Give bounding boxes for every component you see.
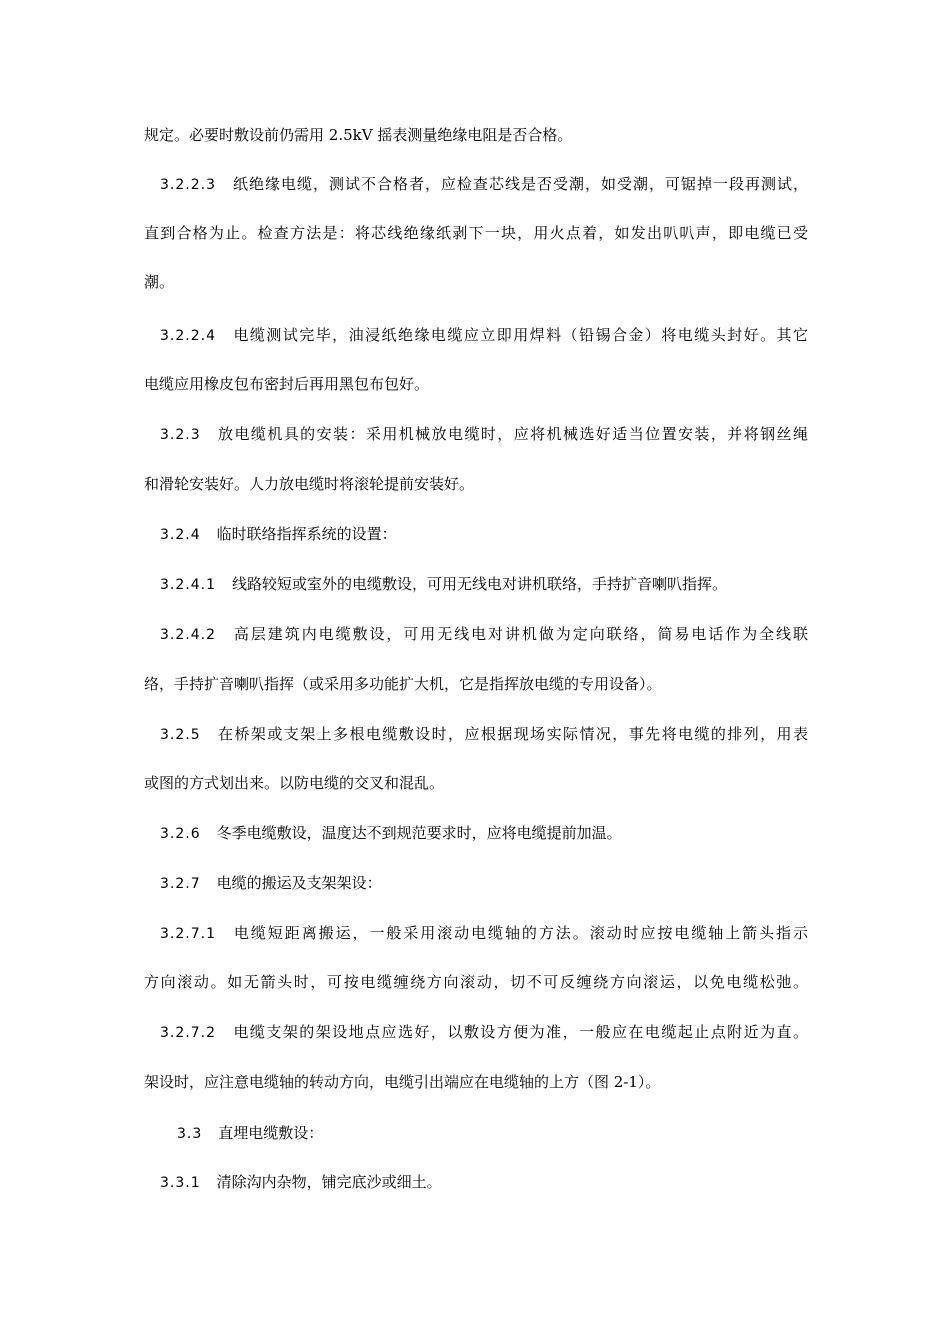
- section-number: 3.2.2.3: [160, 177, 216, 193]
- paragraph-line: [160, 572, 808, 596]
- paragraph-line: [160, 821, 808, 845]
- paragraph-line: [160, 921, 808, 945]
- line-text: 方向滚动。如无箭头时，可按电缆缠绕方向滚动，切不可反缠绕方向滚运，以免电缆松弛。: [144, 973, 808, 991]
- section-number: 3.2.4.2: [160, 627, 216, 643]
- line-text: 规定。必要时敷设前仍需用 2.5kV 摇表测量绝缘电阻是否合格。: [144, 126, 573, 144]
- section-number: 3.3: [177, 1126, 203, 1142]
- paragraph-line: [160, 722, 808, 746]
- paragraph-line: [144, 970, 808, 994]
- heading-text: 直埋电缆敷设：: [218, 1124, 324, 1142]
- line-text: 纸绝缘电缆，测试不合格者，应检查芯线是否受潮，如受潮，可锯掉一段再测试，: [231, 175, 808, 193]
- section-number: 3.2.3: [160, 427, 201, 443]
- paragraph-line: [144, 270, 808, 294]
- paragraph-line: [144, 372, 808, 396]
- paragraph-line: [160, 871, 808, 895]
- paragraph-line: [160, 522, 808, 546]
- line-text: 放电缆机具的安装：采用机械放电缆时，应将机械选好适当位置安装，并将钢丝绳: [216, 425, 808, 443]
- section-number: 3.2.2.4: [160, 328, 216, 344]
- section-number: 3.2.4.1: [160, 577, 216, 593]
- line-text: 高层建筑内电缆敷设，可用无线电对讲机做为定向联络，简易电话作为全线联: [231, 625, 808, 643]
- section-number: 3.3.1: [160, 1175, 201, 1191]
- line-text: 线路较短或室外的电缆敷设，可用无线电对讲机联络，手持扩音喇叭指挥。: [231, 575, 727, 593]
- line-text: 架设时，应注意电缆轴的转动方向，电缆引出端应在电缆轴的上方（图 2-1）。: [144, 1073, 661, 1091]
- line-text: 临时联络指挥系统的设置：: [216, 525, 397, 543]
- paragraph-line: [160, 1170, 808, 1194]
- line-text: 电缆应用橡皮包布密封后再用黑包布包好。: [144, 375, 430, 393]
- line-text: 络，手持扩音喇叭指挥（或采用多功能扩大机，它是指挥放电缆的专用设备）。: [144, 675, 662, 693]
- line-text: 或图的方式划出来。以防电缆的交叉和混乱。: [144, 774, 445, 792]
- section-number: 3.2.7.1: [160, 926, 216, 942]
- paragraph-line: [144, 123, 808, 147]
- line-text: 和滑轮安装好。人力放电缆时将滚轮提前安装好。: [144, 475, 475, 493]
- paragraph-line: [160, 172, 808, 196]
- line-text: 电缆短距离搬运，一般采用滚动电缆轴的方法。滚动时应按电缆轴上箭头指示: [231, 924, 808, 942]
- line-text: 冬季电缆敷设，温度达不到规范要求时，应将电缆提前加温。: [216, 824, 622, 842]
- line-text: 清除沟内杂物，铺完底沙或细土。: [216, 1173, 442, 1191]
- line-text: 电缆测试完毕，油浸纸绝缘电缆应立即用焊料（铅锡合金）将电缆头封好。其它: [231, 326, 808, 344]
- section-number: 3.2.6: [160, 826, 201, 842]
- line-text: 电缆支架的架设地点应选好，以敷设方便为准，一般应在电缆起止点附近为直。: [231, 1023, 808, 1041]
- line-text: 直到合格为止。检查方法是：将芯线绝缘纸剥下一块，用火点着，如发出叭叭声，即电缆已受: [144, 224, 808, 242]
- line-text: 电缆的搬运及支架架设：: [216, 874, 382, 892]
- line-text: 在桥架或支架上多根电缆敷设时，应根据现场实际情况，事先将电缆的排列，用表: [216, 725, 808, 743]
- paragraph-line: [144, 472, 808, 496]
- paragraph-line: [160, 1020, 808, 1044]
- section-number: 3.2.5: [160, 727, 201, 743]
- paragraph-line: [160, 422, 808, 446]
- paragraph-line: [144, 771, 808, 795]
- section-number: 3.2.7: [160, 876, 201, 892]
- line-text: 潮。: [144, 273, 175, 291]
- paragraph-line: [144, 672, 808, 696]
- paragraph-line: [160, 622, 808, 646]
- paragraph-line: [144, 1070, 808, 1094]
- section-number: 3.2.4: [160, 527, 201, 543]
- section-number: 3.2.7.2: [160, 1025, 216, 1041]
- paragraph-line: [160, 323, 808, 347]
- paragraph-line: [144, 221, 808, 245]
- section-heading: [177, 1121, 808, 1145]
